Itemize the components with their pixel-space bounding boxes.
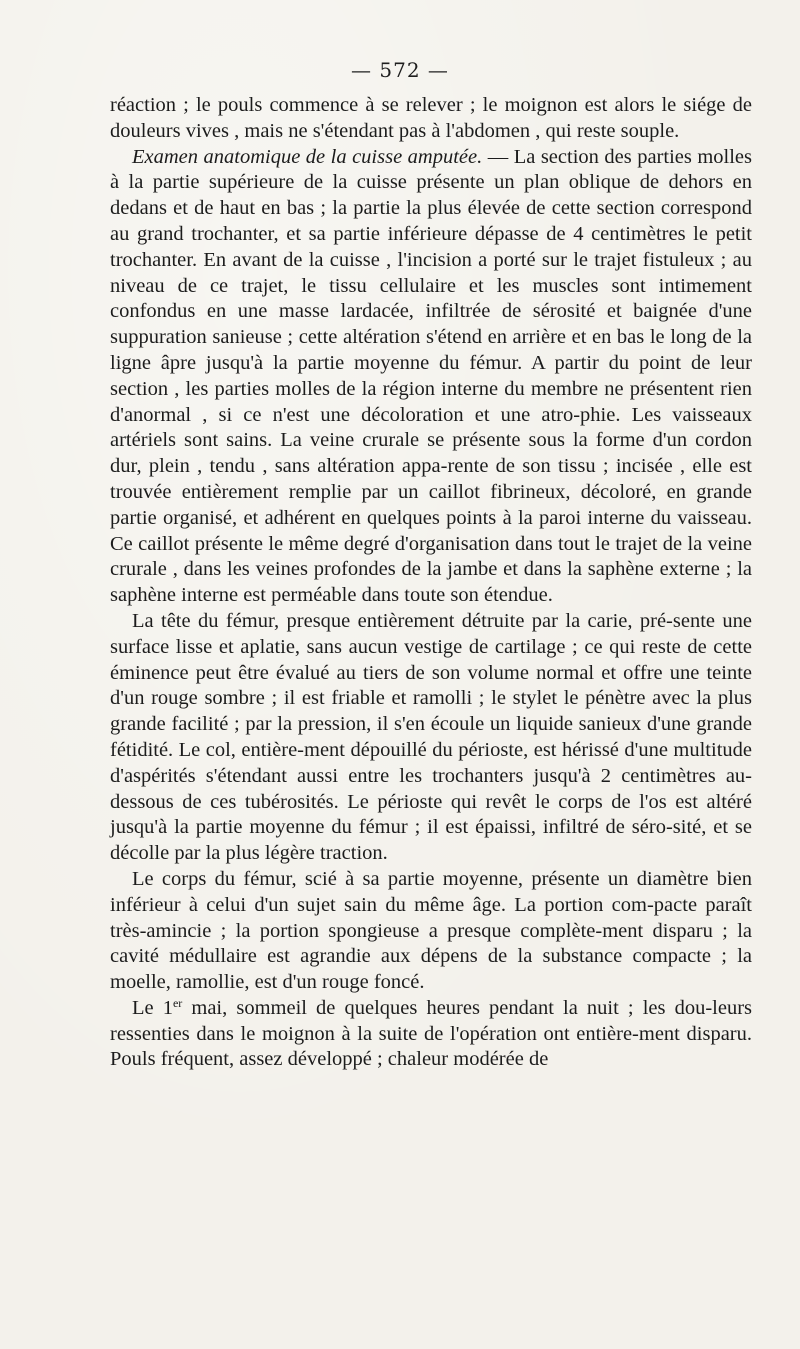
paragraph-4 [110,867,752,996]
section-heading: Examen anatomique de la cuisse amputée. [132,145,483,168]
paragraph-1 [110,93,752,145]
page-number: — 572 — [351,58,449,82]
paragraph-2-text: — La section des parties molles à la partie supérieure de la cuisse présente un plan oblique de dehors en dedans et de haut en bas ; la partie la plus élevée de cette section correspond au grand trochanter, et sa partie inférieure dépasse de 4 centimètres le petit trochanter. En avant de la cuisse , l'incision a porté sur le trajet fistuleux ; au niveau de ce trajet, le tissu cellulaire et les muscles sont intimement confondus en une masse lardacée, infiltrée de sérosité et baignée d'une suppuration sanieuse ; cette altération s'étend en arrière et en bas le long de la ligne âpre jusqu'à la partie moyenne du fémur. A partir du point de leur section , les parties molles de la région interne du membre ne présentent rien d'anormal , si ce n'est une décoloration et une atro-phie. Les vaisseaux artériels sont sains. La veine crurale se présente sous la forme d'un cordon dur, plein , tendu , sans altération appa-rente de son tissu ; incisée , elle est trouvée entièrement remplie par un caillot fibrineux, décoloré, en grande partie organisé, et adhérent en quelques points à la paroi interne du vaisseau. Ce caillot présente le même degré d'organisation dans tout le trajet de la veine crurale , dans les veines profondes de la jambe et dans la saphène externe ; la saphène interne est perméable dans toute son étendue. [110,145,752,607]
paragraph-1-text: réaction ; le pouls commence à se relever ; le moignon est alors le siége de douleurs vives , mais ne s'étendant pas à l'abdomen , qui reste souple. [110,94,752,142]
paragraph-2 [110,145,752,609]
paragraph-3 [110,609,752,867]
paragraph-5-lead: Le 1 [132,996,173,1019]
paragraph-5-text: mai, sommeil de quelques heures pendant la nuit ; les dou-leurs ressenties dans le moignon à la suite de l'opération ont entière-ment disparu. Pouls fréquent, assez développé ; chaleur modérée de [110,996,752,1071]
paragraph-3-text: La tête du fémur, presque entièrement détruite par la carie, pré-sente une surface lisse et aplatie, sans aucun vestige de cartilage ; ce qui reste de cette éminence peut être évalué au tiers de son volume normal et offre une teinte d'un rouge sombre ; il est friable et ramolli ; le stylet le pénètre avec la plus grande facilité ; par la pression, il s'en écoule un liquide sanieux d'une grande fétidité. Le col, entière-ment dépouillé du périoste, est hérissé d'une multitude d'aspérités s'étendant aussi entre les trochanters jusqu'à 2 centimètres au-dessous de ces tubérosités. Le périoste qui revêt le corps de l'os est altéré jusqu'à la partie moyenne du fémur ; il est épaissi, infiltré de séro-sité, et se décolle par la plus légère traction. [110,609,752,865]
paragraph-4-text: Le corps du fémur, scié à sa partie moyenne, présente un diamètre bien inférieur à celui d'un sujet sain du même âge. La portion com-pacte paraît très-amincie ; la portion spongieuse a presque complète-ment disparu ; la cavité médullaire est agrandie aux dépens de la substance compacte ; la moelle, ramollie, est d'un rouge foncé. [110,867,752,994]
body-text [110,93,752,1073]
superscript-er: er [172,995,183,1010]
paragraph-5 [110,996,752,1073]
